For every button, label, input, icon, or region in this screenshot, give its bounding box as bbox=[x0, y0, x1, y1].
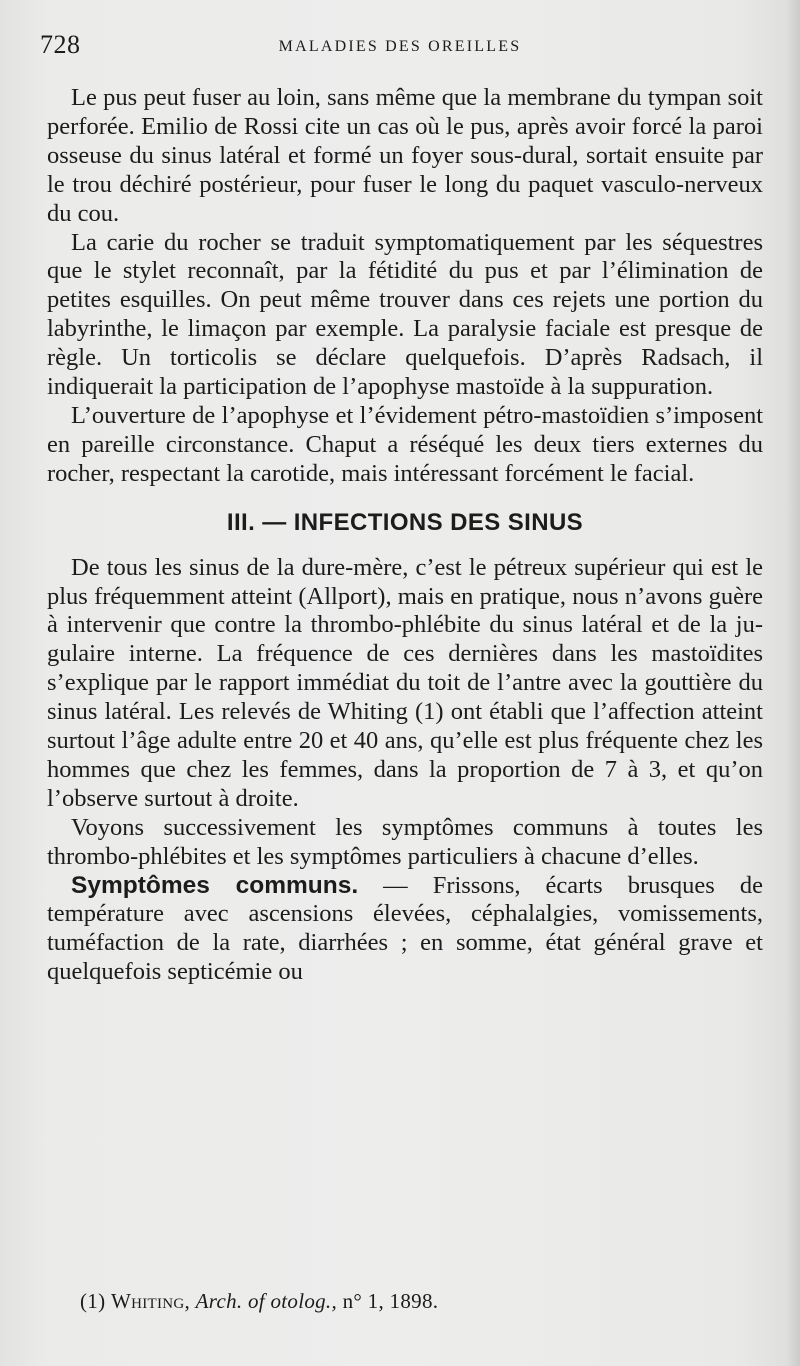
page-edge-shadow bbox=[786, 0, 800, 1366]
paragraph-surgical-treatment: L’ouverture de l’apophyse et l’évidement pétro-mastoïdien s’imposent en pareille circonstance. Chaput a réséqué les deux tiers externes du rocher, respectant la carotide, mais intéressant forcément le facial. bbox=[47, 401, 763, 487]
paragraph-symptoms-intro: Voyons successivement les symptômes communs à toutes les thrombo-phlébites et les symptômes particuliers à chacune d’elles. bbox=[47, 813, 763, 870]
page-body bbox=[47, 84, 763, 987]
paragraph-rocher-caries: La carie du rocher se traduit symptomatiquement par les séquestres que le stylet reconnaît, par la fétidité du pus et par l’élimination de petites esquilles. On peut même trouver dans ces rejets une portion du labyrinthe, le limaçon par exemple. La paralysie faciale est presque de règle. Un torticolis se déclare quelquefois. D’après Radsach, il indiquerait la participation de l’apophyse mastoïde à la suppuration. bbox=[47, 228, 763, 401]
running-head: MALADIES DES OREILLES bbox=[278, 38, 522, 55]
paragraph-sinus-infections: De tous les sinus de la dure-mère, c’est le pétreux supérieur qui est le plus fréquemment atteint (Allport), mais en pratique, nous n’avons guère à intervenir que contre la thrombo-phlébite du sinus latéral et de la jugulaire interne. La fréquence de ces dernières dans les mastoïdites s’explique par le rapport immédiat du toit de l’antre avec la gouttière du sinus latéral. Les relevés de Whiting (1) ont établi que l’affection atteint surtout l’âge adulte entre 20 et 40 ans, qu’elle est plus fréquente chez les hommes que chez les femmes, dans la proportion de 7 à 3, et qu’on l’observe surtout à droite. bbox=[47, 553, 763, 812]
paragraph-pus-spread: Le pus peut fuser au loin, sans même que la membrane du tympan soit perforée. Emilio de Rossi cite un cas où le pus, après avoir forcé la paroi osseuse du sinus latéral et formé un foyer sous-dural, sortait ensuite par le trou déchiré postérieur, pour fuser le long du paquet vasculo-nerveux du cou. bbox=[47, 84, 763, 227]
footnote-author: Whiting, bbox=[110, 1289, 191, 1313]
section-heading: III. — INFECTIONS DES SINUS bbox=[226, 508, 584, 536]
page-number: 728 bbox=[40, 30, 81, 59]
footnote-reference: n° 1, 1898. bbox=[342, 1289, 439, 1313]
paragraph-common-symptoms bbox=[47, 872, 763, 988]
footnote bbox=[80, 1289, 438, 1314]
footnote-marker: (1) bbox=[80, 1289, 106, 1313]
paragraph-text: — Frissons, écarts brusques de température avec ascensions élevées, céphalalgies, vomissements, tuméfaction de la rate, diarrhées ; en somme, état général grave et quelquefois septicémie ou bbox=[47, 871, 763, 986]
run-in-heading: Symptômes communs. bbox=[71, 871, 359, 899]
footnote-journal: Arch. of otolog., bbox=[195, 1289, 338, 1313]
